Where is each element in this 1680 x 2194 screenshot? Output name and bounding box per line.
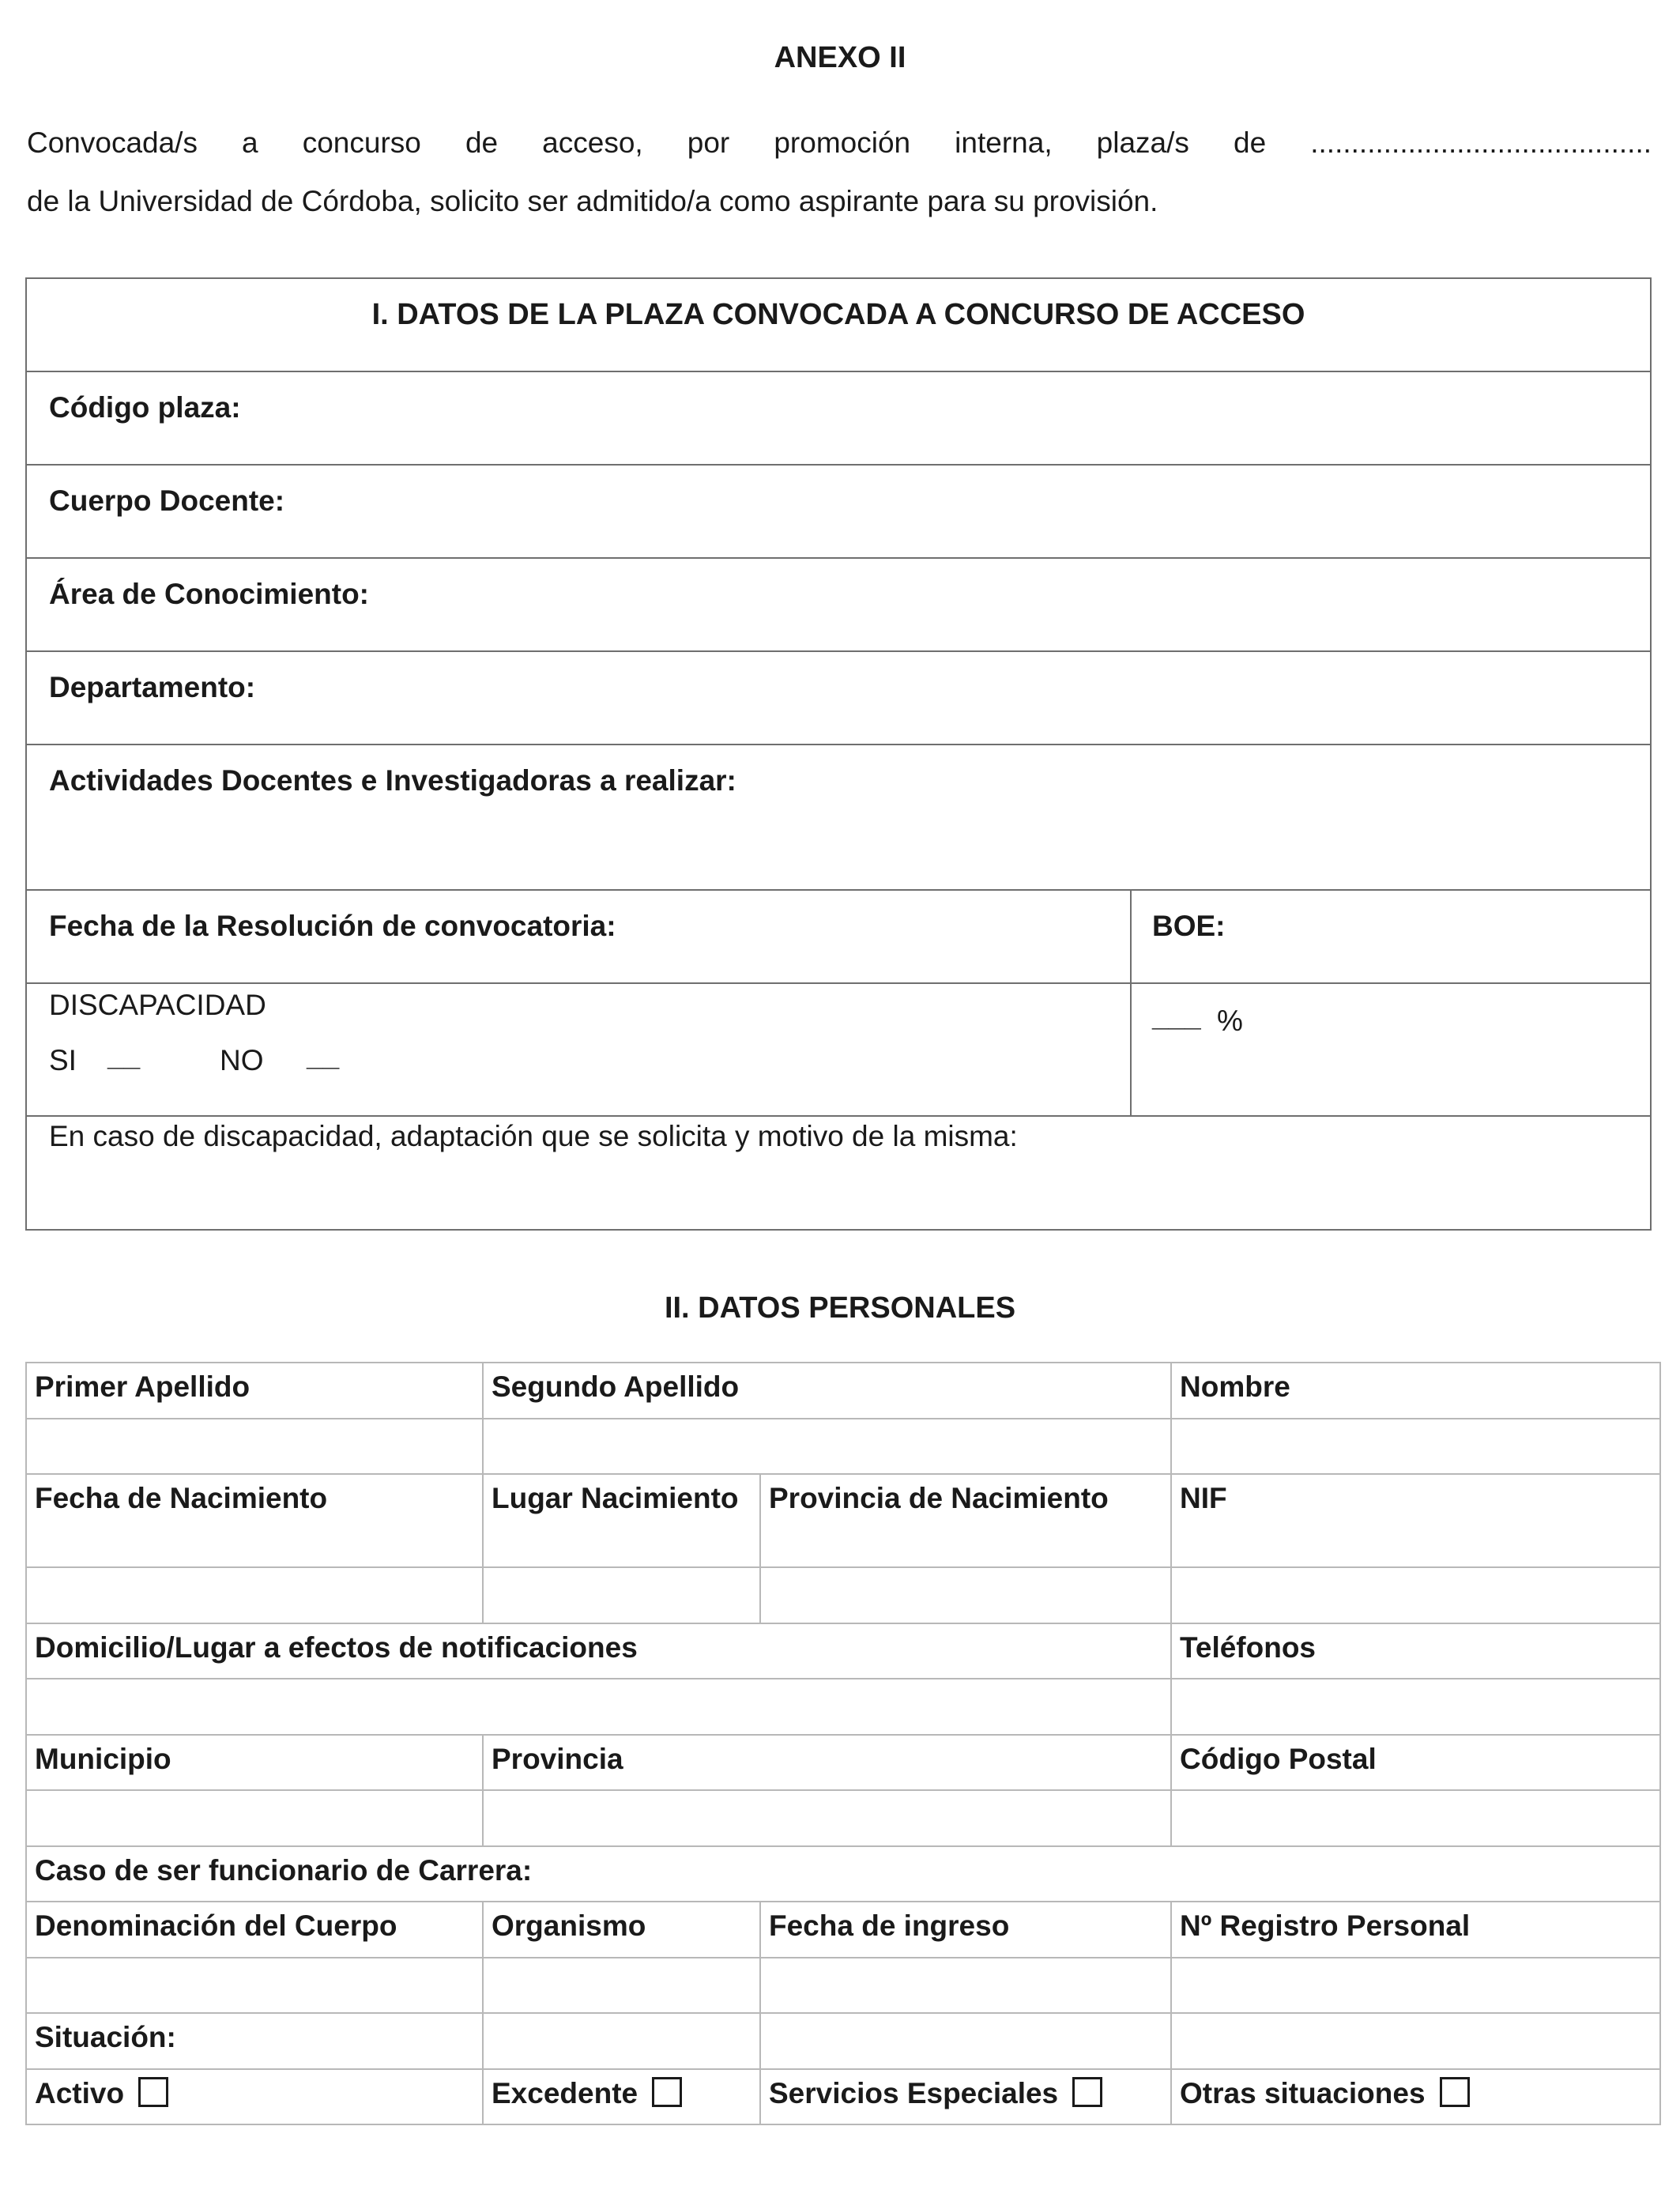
datos-personales-table — [25, 1362, 1661, 2125]
boe-label[interactable]: BOE: — [1152, 910, 1226, 942]
provincia-label: Provincia — [483, 1735, 1171, 1790]
domicilio-label: Domicilio/Lugar a efectos de notificaciones — [26, 1623, 1171, 1679]
situacion-activo — [26, 2069, 483, 2124]
column-divider — [1130, 891, 1132, 982]
cuerpo-docente-label: Cuerpo Docente: — [49, 484, 285, 517]
situacion-servicios-especiales — [760, 2069, 1171, 2124]
column-divider — [1130, 984, 1132, 1115]
otras-situaciones-checkbox[interactable] — [1440, 2077, 1470, 2107]
intro-line-2: de la Universidad de Córdoba, solicito ser admitido/a como aspirante para su provisión. — [27, 185, 1158, 217]
intro-line-1: Convocada/s a concurso de acceso, por promoción interna, plaza/s de .......................................... — [27, 126, 1652, 159]
registro-personal-input[interactable] — [1171, 1958, 1660, 2013]
fecha-ingreso-input[interactable] — [760, 1958, 1171, 2013]
codigo-postal-input[interactable] — [1171, 1790, 1660, 1846]
telefonos-input[interactable] — [1171, 1679, 1660, 1735]
otras-situaciones-label: Otras situaciones — [1180, 2077, 1426, 2109]
section1-title: I. DATOS DE LA PLAZA CONVOCADA A CONCURSO DE ACCESO — [371, 298, 1305, 331]
excedente-label: Excedente — [492, 2077, 638, 2109]
registro-personal-label: Nº Registro Personal — [1171, 1902, 1660, 1958]
no-label: NO — [220, 1044, 264, 1076]
fecha-nacimiento-label: Fecha de Nacimiento — [26, 1474, 483, 1567]
percent-blank[interactable]: ___ — [1152, 1000, 1201, 1032]
percent-sign: % — [1217, 1005, 1243, 1037]
actividades-label: Actividades Docentes e Investigadoras a realizar: — [49, 764, 736, 797]
denominacion-cuerpo-input[interactable] — [26, 1958, 483, 2013]
empty-cell — [760, 2013, 1171, 2069]
provincia-nacimiento-input[interactable] — [760, 1567, 1171, 1623]
situacion-excedente — [483, 2069, 760, 2124]
primer-apellido-input[interactable] — [26, 1419, 483, 1474]
lugar-nacimiento-input[interactable] — [483, 1567, 760, 1623]
page-title: ANEXO II — [774, 41, 906, 74]
segundo-apellido-input[interactable] — [483, 1419, 1171, 1474]
departamento-label: Departamento: — [49, 671, 256, 703]
provincia-nacimiento-label: Provincia de Nacimiento — [760, 1474, 1171, 1567]
departamento-field[interactable] — [27, 652, 1650, 745]
codigo-plaza-field[interactable] — [27, 372, 1650, 466]
servicios-especiales-label: Servicios Especiales — [769, 2077, 1059, 2109]
excedente-checkbox[interactable] — [652, 2077, 682, 2107]
si-label: SI — [49, 1044, 77, 1076]
primer-apellido-label: Primer Apellido — [26, 1363, 483, 1419]
situacion-otras — [1171, 2069, 1660, 2124]
section1-title-row — [27, 279, 1650, 372]
discapacidad-label: DISCAPACIDAD — [49, 989, 266, 1021]
activo-label: Activo — [35, 2077, 125, 2109]
servicios-especiales-checkbox[interactable] — [1072, 2077, 1102, 2107]
nif-label: NIF — [1171, 1474, 1660, 1567]
segundo-apellido-label: Segundo Apellido — [483, 1363, 1171, 1419]
si-blank[interactable]: __ — [107, 1039, 141, 1072]
discapacidad-row — [27, 984, 1650, 1117]
lugar-nacimiento-label: Lugar Nacimiento — [483, 1474, 760, 1567]
section-plaza-convocada — [25, 277, 1652, 1231]
fecha-nacimiento-input[interactable] — [26, 1567, 483, 1623]
situacion-label: Situación: — [26, 2013, 483, 2069]
provincia-input[interactable] — [483, 1790, 1171, 1846]
denominacion-cuerpo-label: Denominación del Cuerpo — [26, 1902, 483, 1958]
telefonos-label: Teléfonos — [1171, 1623, 1660, 1679]
domicilio-input[interactable] — [26, 1679, 1171, 1735]
nombre-input[interactable] — [1171, 1419, 1660, 1474]
fecha-resolucion-label[interactable]: Fecha de la Resolución de convocatoria: — [49, 910, 616, 942]
empty-cell — [1171, 2013, 1660, 2069]
empty-cell — [483, 2013, 760, 2069]
actividades-field[interactable] — [27, 745, 1650, 891]
codigo-plaza-label: Código plaza: — [49, 391, 241, 424]
fecha-ingreso-label: Fecha de ingreso — [760, 1902, 1171, 1958]
area-conocimiento-label: Área de Conocimiento: — [49, 578, 369, 610]
adaptacion-label: En caso de discapacidad, adaptación que se solicita y motivo de la misma: — [49, 1120, 1018, 1152]
municipio-label: Municipio — [26, 1735, 483, 1790]
codigo-postal-label: Código Postal — [1171, 1735, 1660, 1790]
nif-input[interactable] — [1171, 1567, 1660, 1623]
nombre-label: Nombre — [1171, 1363, 1660, 1419]
cuerpo-docente-field[interactable] — [27, 466, 1650, 559]
municipio-input[interactable] — [26, 1790, 483, 1846]
section2-title: II. DATOS PERSONALES — [664, 1291, 1016, 1325]
organismo-label: Organismo — [483, 1902, 760, 1958]
adaptacion-field[interactable] — [27, 1117, 1650, 1231]
caso-funcionario-label: Caso de ser funcionario de Carrera: — [26, 1846, 1660, 1902]
fecha-resolucion-row — [27, 891, 1650, 984]
no-blank[interactable]: __ — [307, 1039, 340, 1072]
organismo-input[interactable] — [483, 1958, 760, 2013]
area-conocimiento-field[interactable] — [27, 559, 1650, 652]
activo-checkbox[interactable] — [138, 2077, 168, 2107]
